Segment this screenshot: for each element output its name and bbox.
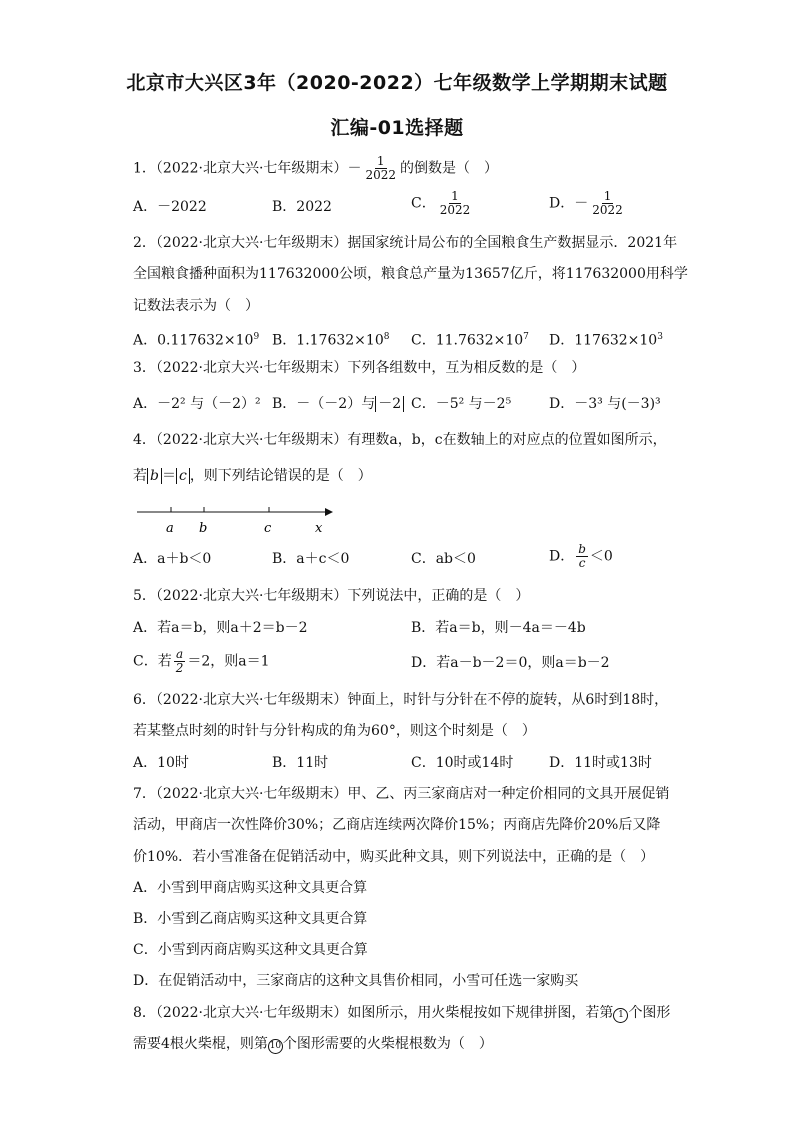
q6-option-d: D．11时或13时	[549, 755, 652, 771]
axis-label-c: c	[264, 521, 272, 536]
q2-line-2: 全国粮食播种面积为117632000公顷，粮食总产量为13657亿斤，将117632000用科学	[133, 266, 688, 282]
q2-option-b-text: B．1.17632×10	[272, 332, 384, 349]
q4-option-d-suffix: ＜0	[589, 548, 613, 565]
q5-option-d: D．若a－b－2＝0，则a＝b－2	[411, 655, 610, 671]
number-line-arrow	[325, 508, 333, 516]
q5-option-c-denominator: 2	[175, 661, 184, 675]
q4-line-2-prefix: 若	[133, 468, 147, 484]
q3-option-a: A．－2² 与（－2）²	[133, 396, 261, 412]
q4-option-d-fraction	[576, 543, 588, 570]
q7-line-2: 活动，甲商店一次性降价30%；乙商店连续两次降价15%；丙商店先降价20%后又降	[133, 817, 661, 833]
q4-line-2: 若 b ＝ c ，则下列结论错误的是（ ）	[133, 468, 372, 484]
q2-line-3: 记数法表示为（ ）	[133, 298, 259, 314]
q4-option-b: B．a＋c＜0	[272, 551, 350, 567]
q1-stem-suffix: 的倒数是（ ）	[399, 160, 498, 177]
q2-option-c-text: C．11.7632×10	[411, 332, 524, 349]
q7-line-3: 价10%．若小雪准备在促销活动中，购买此种文具，则下列说法中，正确的是（ ）	[133, 849, 655, 865]
q4-abs-c: c	[176, 468, 190, 484]
q3-option-b-abs: －2	[375, 396, 404, 412]
q3-option-d: D．－3³ 与(－3)³	[549, 396, 661, 412]
q4-number-line	[135, 502, 340, 538]
q1-option-a: A．－2022	[133, 199, 207, 215]
q1-stem: 1．（2022·北京大兴·七年级期末）－ $\frac{1}{2022}$ 的倒数是（ ）	[133, 154, 498, 182]
q5-option-c-fraction	[174, 648, 186, 675]
axis-label-b: b	[199, 521, 208, 536]
q3-stem: 3．（2022·北京大兴·七年级期末）下列各组数中，互为相反数的是（ ）	[133, 360, 586, 376]
q5-stem: 5．（2022·北京大兴·七年级期末）下列说法中，正确的是（ ）	[133, 588, 530, 604]
q1-fraction-denominator: 2022	[365, 168, 396, 182]
q5-option-b: B．若a＝b，则－4a＝－4b	[411, 620, 586, 636]
document-title-line-2: 汇编-01选择题	[330, 117, 464, 139]
q8-line-2-prefix: 需要4根火柴棍，则第	[133, 1036, 268, 1052]
q8-circled-1: 1	[613, 1008, 628, 1023]
document-title-line-1: 北京市大兴区3年（2020-2022）七年级数学上学期期末试题	[126, 72, 668, 94]
q5-option-a: A．若a＝b，则a＋2＝b－2	[133, 620, 308, 636]
q1-fraction	[363, 155, 398, 182]
q1-option-d-fraction	[590, 190, 625, 217]
q4-option-d	[549, 543, 613, 570]
q2-option-d	[549, 327, 663, 351]
axis-label-x: x	[315, 521, 323, 536]
q8-line-1-prefix: 8．（2022·北京大兴·七年级期末）如图所示，用火柴棍按如下规律拼图，若第	[133, 1005, 614, 1021]
q6-option-a: A．10时	[133, 755, 189, 771]
q1-option-c-denominator: 2022	[439, 203, 471, 217]
q8-line-2-suffix: 个图形需要的火柴棍根数为（ ）	[282, 1036, 493, 1052]
q1-option-d	[549, 190, 627, 217]
q5-option-c-suffix: ＝2，则a＝1	[187, 653, 270, 670]
q1-fraction-numerator: 1	[376, 154, 385, 168]
q1-option-c	[411, 190, 474, 217]
q4-line-2-suffix: ，则下列结论错误的是（ ）	[189, 468, 372, 484]
q1-stem-prefix: 1．（2022·北京大兴·七年级期末）	[133, 160, 348, 177]
q2-option-c-exponent: 7	[523, 332, 529, 342]
q8-circled-10: 10	[268, 1039, 283, 1054]
q4-line-1: 4．（2022·北京大兴·七年级期末）有理数a，b，c在数轴上的对应点的位置如图所示，	[133, 432, 667, 448]
q4-option-d-label: D．	[549, 548, 575, 565]
q2-line-1: 2．（2022·北京大兴·七年级期末）据国家统计局公布的全国粮食生产数据显示．2021年	[133, 235, 678, 251]
q2-option-b	[272, 327, 389, 351]
q3-option-b-text: B．－（－2）与	[272, 396, 376, 412]
q4-option-d-numerator: b	[578, 542, 586, 556]
q4-option-d-denominator: c	[578, 556, 586, 570]
q4-option-a: A．a＋b＜0	[133, 551, 212, 567]
q6-line-2: 若某整点时刻的时针与分针构成的角为60°，则这个时刻是（ ）	[133, 723, 536, 739]
q6-option-b: B．11时	[272, 755, 329, 771]
q2-option-d-text: D．117632×10	[549, 332, 658, 349]
q2-option-c	[411, 327, 529, 351]
q7-option-c: C．小雪到丙商店购买这种文具更合算	[133, 942, 368, 958]
q1-option-d-numerator: 1	[603, 189, 612, 203]
q2-option-a-text: A．0.117632×10	[133, 332, 254, 349]
axis-label-a: a	[166, 521, 174, 536]
q5-option-c-label: C．若	[133, 653, 172, 670]
q1-option-c-fraction	[438, 190, 473, 217]
q2-option-b-exponent: 8	[383, 332, 390, 342]
q1-option-b: B．2022	[272, 199, 332, 215]
q1-option-d-label: D．－	[549, 195, 589, 212]
q7-option-b: B．小雪到乙商店购买这种文具更合算	[133, 911, 368, 927]
q5-option-c	[133, 648, 270, 675]
q8-line-1	[133, 1003, 670, 1023]
q6-line-1: 6．（2022·北京大兴·七年级期末）钟面上，时针与分针在不停的旋转，从6时到18时，	[133, 692, 669, 708]
q2-option-a-exponent: 9	[253, 332, 260, 342]
q4-option-c: C．ab＜0	[411, 551, 476, 567]
q1-option-c-numerator: 1	[451, 189, 459, 203]
q3-option-c: C．－5² 与－2⁵	[411, 396, 512, 412]
q6-option-c: C．10时或14时	[411, 755, 514, 771]
q5-option-c-numerator: a	[175, 647, 184, 661]
q8-line-1-suffix: 个图形	[628, 1005, 671, 1021]
q1-option-d-denominator: 2022	[592, 203, 623, 217]
q2-option-d-exponent: 3	[657, 332, 663, 342]
q7-line-1: 7．（2022·北京大兴·七年级期末）甲、乙、丙三家商店对一种定价相同的文具开展促销	[133, 786, 670, 802]
q7-option-d: D．在促销活动中，三家商店的这种文具售价相同，小雪可任选一家购买	[133, 973, 579, 989]
q2-option-a	[133, 327, 259, 351]
q4-abs-b: b	[147, 468, 162, 484]
q7-option-a: A．小雪到甲商店购买这种文具更合算	[133, 880, 368, 896]
q1-option-c-label: C．	[411, 195, 436, 212]
q8-line-2	[133, 1034, 493, 1054]
q3-option-b	[272, 394, 404, 414]
